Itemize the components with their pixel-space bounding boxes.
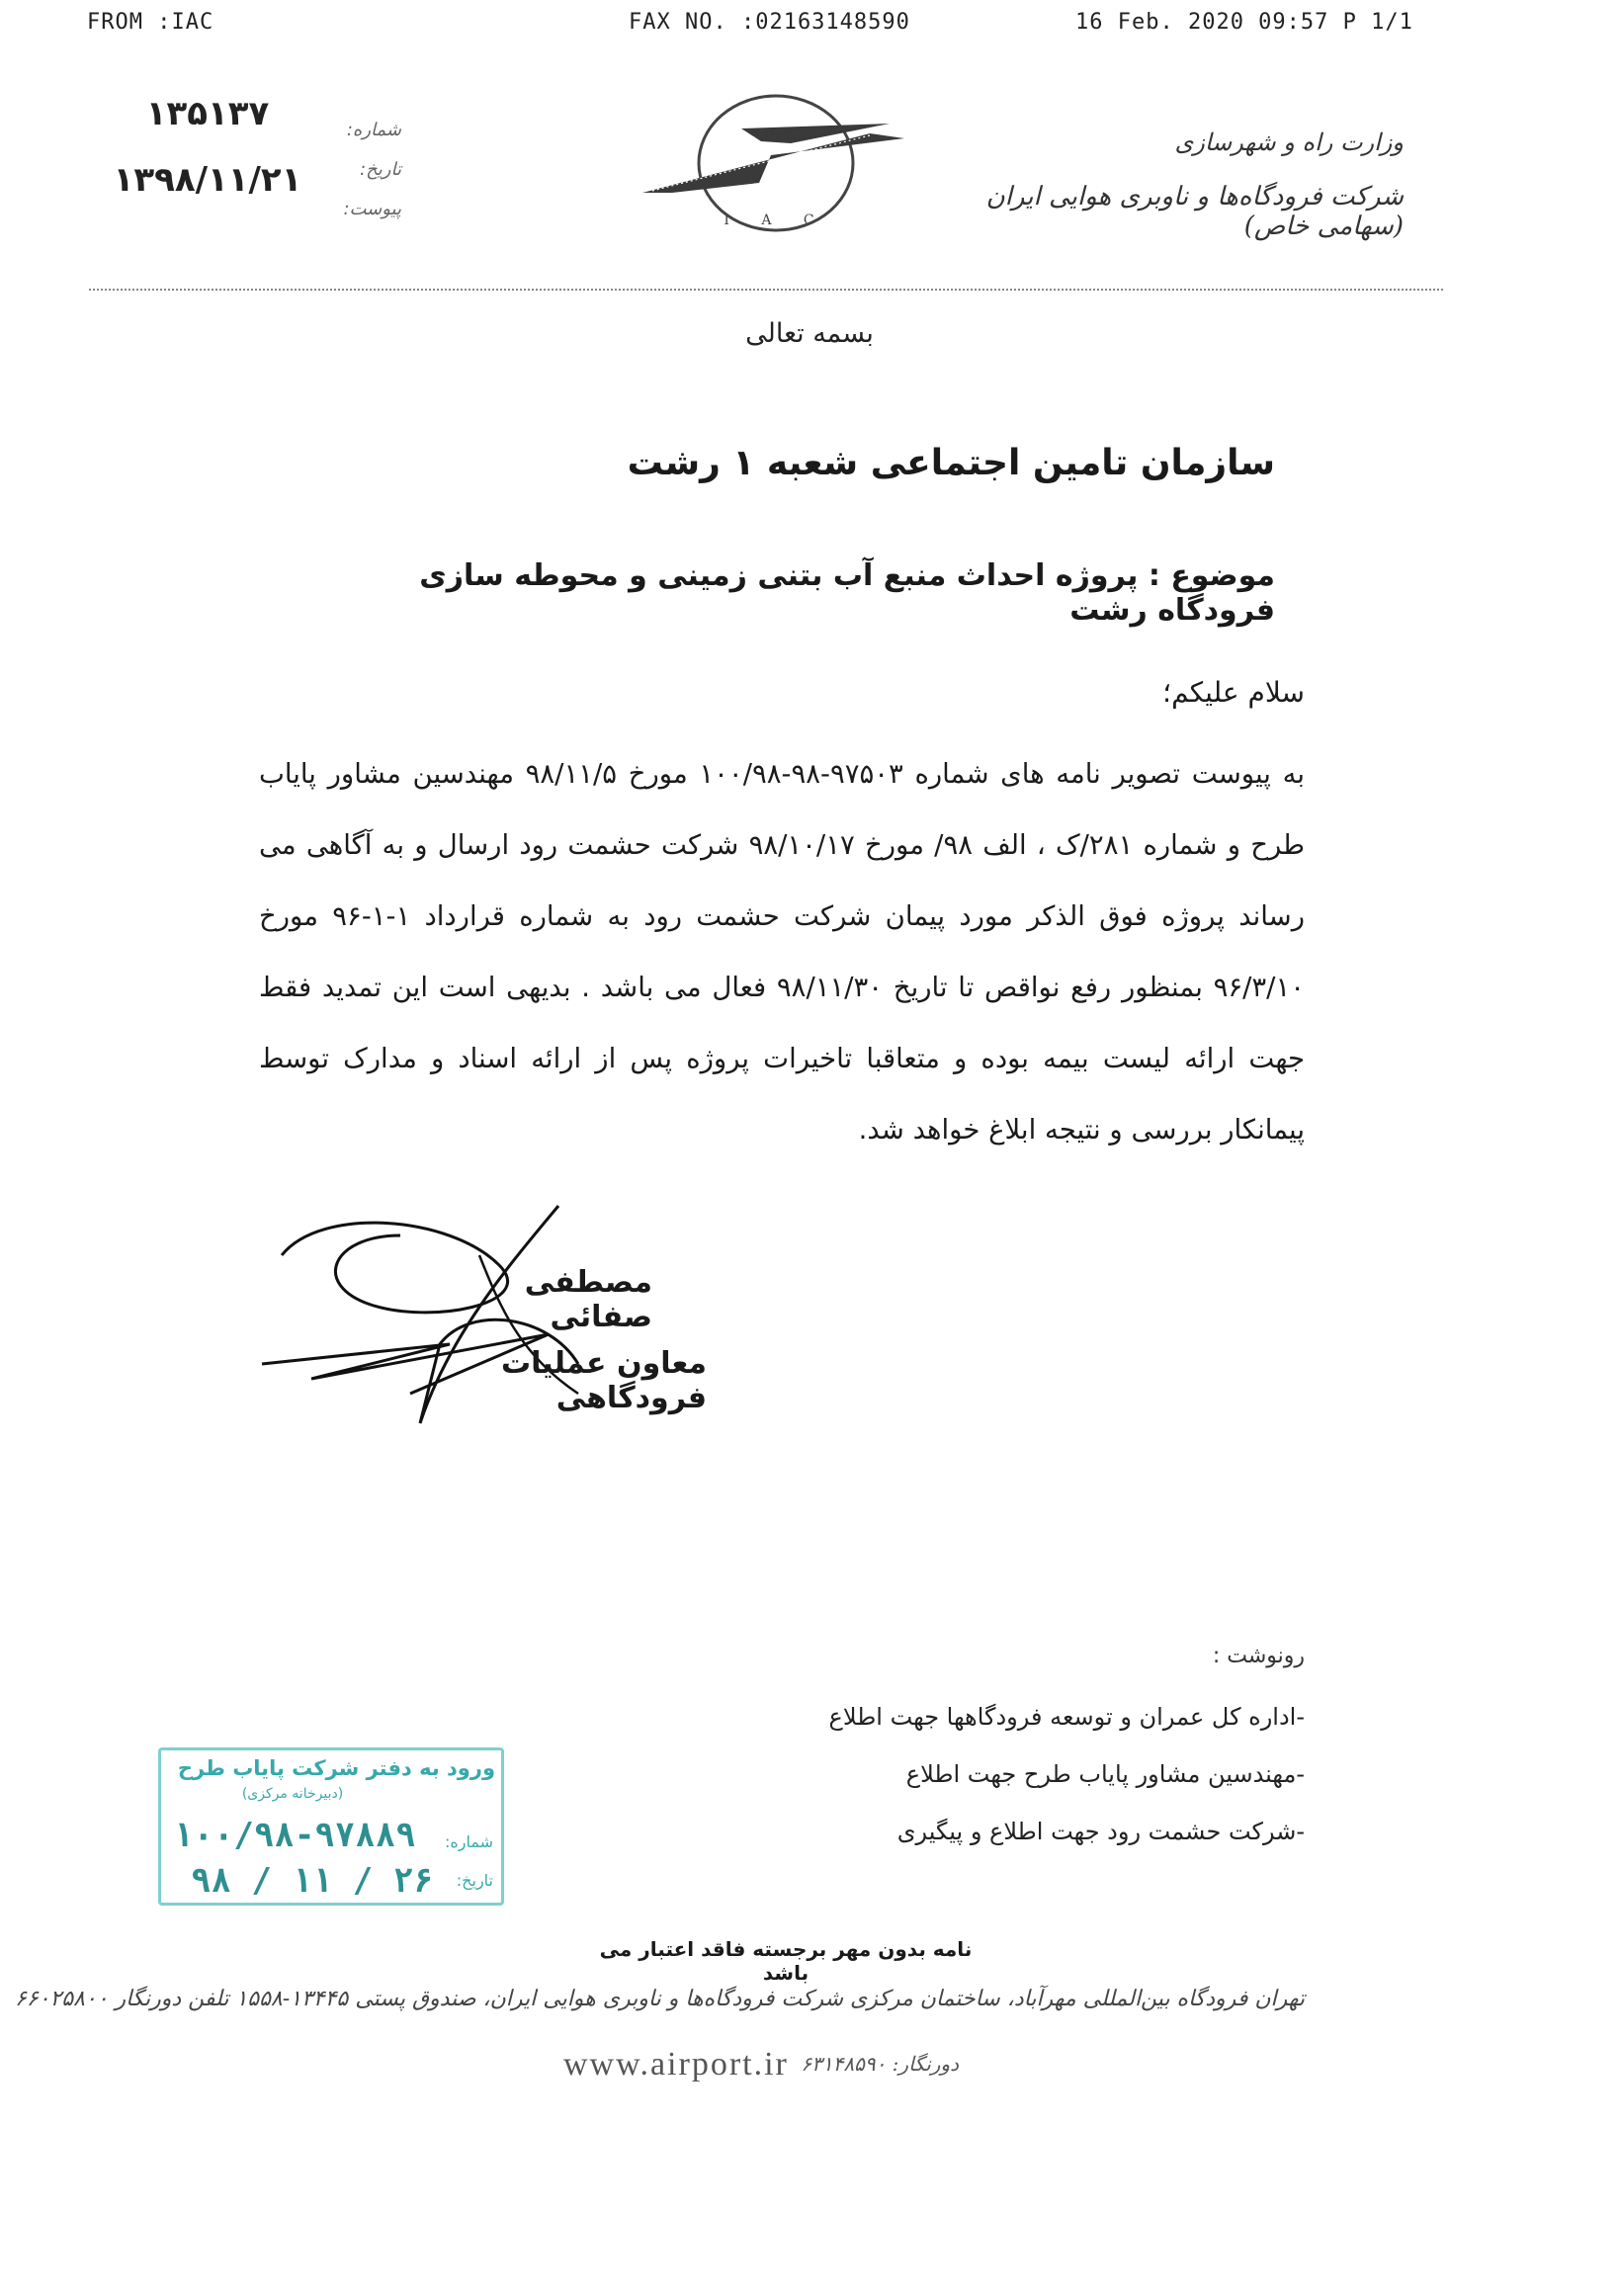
attachment-label: پیوست: (343, 199, 401, 219)
salutation: سلام علیکم؛ (1162, 676, 1305, 709)
number-label: شماره: (346, 120, 401, 140)
logo-ring (699, 96, 853, 230)
cc-item: -مهندسین مشاور پایاب طرح جهت اطلاع (905, 1760, 1305, 1788)
company-name: شرکت فرودگاه‌ها و ناوبری هوایی ایران (سهامی خاص) (985, 182, 1404, 241)
letter-body: به پیوست تصویر نامه های شماره ۹۷۵۰۳-۹۸-۱۰۰/۹۸ مورخ ۹۸/۱۱/۵ مهندسین مشاور پایاب طرح و شماره ۲۸۱/ک ، الف ۹۸/ مورخ ۹۸/۱۰/۱۷ شرکت حشمت رود ارسال و به آگاهی می رساند پروژه فوق الذکر مورد پیمان شرکت حشمت رود به شماره قرارداد ۱-۱-۹۶ مورخ ۹۶/۳/۱۰ بمنظور رفع نواقص تا تاریخ ۹۸/۱۱/۳۰ فعال می باشد . بدیهی است این تمدید فقط جهت ارائه لیست بیمه بوده و متعاقبا تاخیرات پروژه پس از ارائه اسناد و مدارک توسط پیمانکار بررسی و نتیجه ابلاغ خواهد شد. (259, 758, 1306, 1146)
validity-note: نامه بدون مهر برجسته فاقد اعتبار می باشد (599, 1937, 973, 1985)
receipt-stamp (158, 1747, 504, 1906)
stamp-subtitle: (دبیرخانه مرکزی) (241, 1786, 344, 1802)
fax-from: FROM :IAC (87, 10, 214, 35)
cc-list (751, 1688, 1305, 1860)
subject-line: موضوع : پروژه احداث منبع آب بتنی زمینی و محوطه سازی فرودگاه رشت (419, 558, 1275, 628)
cc-item: -اداره کل عمران و توسعه فرودگاهها جهت اطلاع (828, 1703, 1305, 1731)
basmala: بسمه تعالی (745, 318, 874, 349)
ministry-name: وزارت راه و شهرسازی (1174, 128, 1404, 156)
stamp-date-label: تاریخ: (456, 1871, 493, 1890)
reference-labels (332, 111, 401, 229)
fax-number: FAX NO. :02163148590 (629, 10, 910, 35)
addressee: سازمان تامین اجتماعی شعبه ۱ رشت (627, 443, 1275, 483)
stamp-number-value: ۱۰۰/۹۸-۹۷۸۸۹ (173, 1816, 416, 1855)
iac-logo (642, 94, 909, 242)
stamp-title: ورود به دفتر شرکت پایاب طرح (177, 1756, 495, 1780)
letter-number: ۱۳۵۱۳۷ (145, 94, 270, 133)
logo-caption: I A C (724, 213, 828, 228)
fax-date-page: 16 Feb. 2020 09:57 P 1/1 (1075, 10, 1413, 35)
stamp-number-label: شماره: (444, 1832, 493, 1851)
letter-date: ۱۳۹۸/۱۱/۲۱ (113, 160, 302, 200)
date-label: تاریخ: (360, 159, 401, 180)
signer-name: مصطفی صفائی (524, 1265, 652, 1334)
footer-address: تهران فرودگاه بین‌المللی مهرآباد، ساختمان مرکزی شرکت فرودگاه‌ها و ناوبری هوایی ایران، صندوق پستی ۱۳۴۴۵-۱۵۵۸ تلفن دورنگار ۶۶۰۲۵۸۰۰ (15, 1987, 1305, 2011)
footer-fax: دورنگار: ۶۳۱۴۸۵۹۰ (801, 2052, 959, 2076)
stamp-date-value: ۹۸ / ۱۱ / ۲۶ (191, 1861, 434, 1901)
header-divider (89, 289, 1443, 291)
signer-title: معاون عملیات فرودگاهی (501, 1346, 707, 1415)
cc-label: رونوشت : (1212, 1644, 1305, 1668)
website-link[interactable]: www.airport.ir (563, 2046, 789, 2083)
cc-item: -شرکت حشمت رود جهت اطلاع و پیگیری (896, 1818, 1305, 1845)
